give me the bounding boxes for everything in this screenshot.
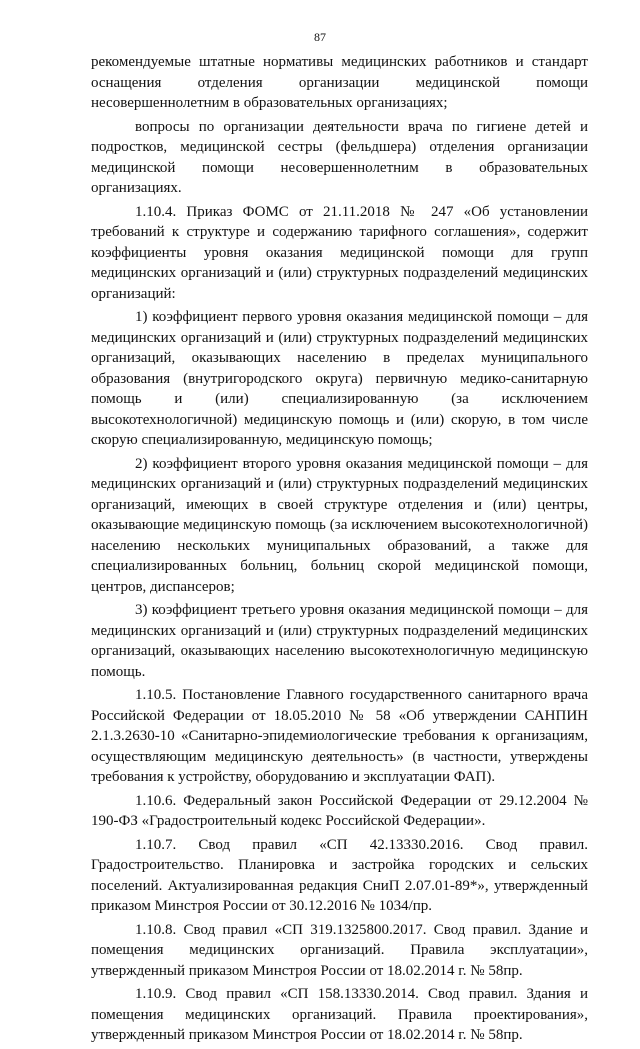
paragraph-second-level: 2) коэффициент второго уровня оказания медицинской помощи – для медицинских организаций и (или) структурных подразделений медицинских организаций, имеющих в своей структуре отделения и (или) центры, оказывающие медицинскую помощь (за исключением высокотехнологичной) населению нескольких муниципальных образований, а также для специализированных больниц, больниц скорой медицинской помощи, центров, диспансеров; (91, 455, 588, 595)
paragraph-staffing-standards: рекомендуемые штатные нормативы медицинских работников и стандарт оснащения отделения организации медицинской помощи несовершеннолетним в образовательных организациях; (91, 54, 588, 111)
paragraph-1-10-8: 1.10.8. Свод правил «СП 319.1325800.2017. Свод правил. Здание и помещения медицинских организаций. Правила эксплуатации», утвержденный приказом Минстроя России от 18.02.2014 г. № 58пр. (91, 921, 588, 979)
paragraph-hygiene-doctor: вопросы по организации деятельности врача по гигиене детей и подростков, медицинской сестры (фельдшера) отделения организации медицинской помощи несовершеннолетним в образовательных организациях. (91, 118, 588, 196)
paragraph-1-10-5: 1.10.5. Постановление Главного государственного санитарного врача Российской Федерации от 18.05.2010 № 58 «Об утверждении САНПИН 2.1.3.2630-10 «Санитарно-эпидемиологические требования к организациям, осуществляющим медицинскую деятельность» (в частности, утверждены требования к устройству, оборудованию и эксплуатации ФАП). (91, 687, 588, 785)
paragraph-1-10-7: 1.10.7. Свод правил «СП 42.13330.2016. Свод правил. Градостроительство. Планировка и застройка городских и сельских поселений. Актуализированная редакция СниП 2.07.01-89*», утвержденный приказом Минстроя России от 30.12.2016 № 1034/пр. (91, 836, 588, 914)
document-body (91, 52, 588, 1049)
page-number: 87 (314, 30, 326, 44)
paragraph-1-10-6: 1.10.6. Федеральный закон Российской Федерации от 29.12.2004 № 190-ФЗ «Градостроительный кодекс Российской Федерации». (91, 792, 588, 829)
paragraph-first-level: 1) коэффициент первого уровня оказания медицинской помощи – для медицинских организаций и (или) структурных подразделений медицинских организаций, оказывающих населению в пределах муниципального образования (внутригородского округа) первичную медико-санитарную помощь и (или) специализированную (за исключением высокотехнологичной) медицинскую помощь и (или) скорую, в том числе скорую специализированную, медицинскую помощь; (91, 309, 588, 448)
paragraph-1-10-4: 1.10.4. Приказ ФОМС от 21.11.2018 № 247 «Об установлении требований к структуре и содержанию тарифного соглашения», содержит коэффициенты уровня оказания медицинской помощи для групп медицинских организаций и (или) структурных подразделений медицинских организаций: (91, 203, 588, 302)
paragraph-third-level: 3) коэффициент третьего уровня оказания медицинской помощи – для медицинских организаций и (или) структурных подразделений медицинских организаций, оказывающих населению высокотехнологичную медицинскую помощь. (91, 602, 588, 680)
paragraph-1-10-9: 1.10.9. Свод правил «СП 158.13330.2014. Свод правил. Здания и помещения медицинских организаций. Правила проектирования», утвержденный приказом Минстроя России от 18.02.2014 г. № 58пр. (91, 986, 588, 1043)
